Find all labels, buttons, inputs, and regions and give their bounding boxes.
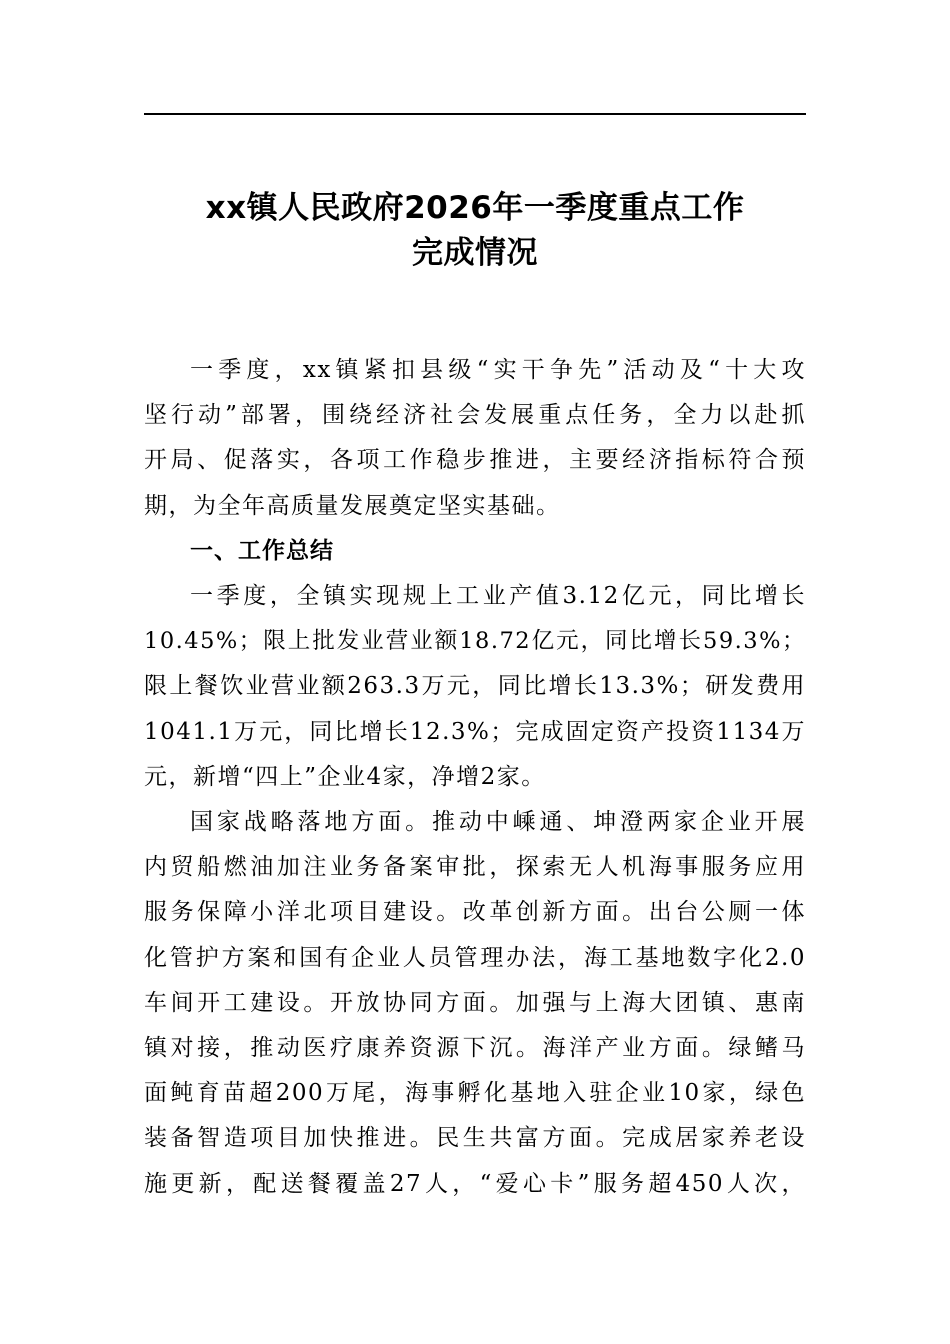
text-line: 坚行动”部署，围绕经济社会发展重点任务，全力以赴抓 bbox=[144, 402, 806, 429]
text-line: 1041.1万元，同比增长12.3%；完成固定资产投资1134万 bbox=[144, 718, 806, 745]
text-line: 一季度，xx镇紧扣县级“实干争先”活动及“十大攻 bbox=[190, 357, 806, 383]
text-line: 限上餐饮业营业额263.3万元，同比增长13.3%；研发费用 bbox=[144, 673, 806, 700]
text-line: 施更新，配送餐覆盖27人，“爱心卡”服务超450人次， bbox=[144, 1170, 806, 1197]
text-line: 元，新增“四上”企业4家，净增2家。 bbox=[144, 763, 546, 790]
text-line: 化管护方案和国有企业人员管理办法，海工基地数字化2.0 bbox=[144, 944, 806, 971]
text-line: 服务保障小洋北项目建设。改革创新方面。出台公厕一体 bbox=[144, 899, 806, 926]
text-line: 10.45%；限上批发业营业额18.72亿元，同比增长59.3%； bbox=[144, 628, 806, 655]
title-line-2: 完成情况 bbox=[412, 235, 538, 271]
text-line: 一季度，全镇实现规上工业产值3.12亿元，同比增长 bbox=[190, 583, 806, 610]
section-heading: 一、工作总结 bbox=[190, 537, 334, 564]
text-line: 开局、促落实，各项工作稳步推进，主要经济指标符合预 bbox=[144, 447, 806, 474]
text-line: 期，为全年高质量发展奠定坚实基础。 bbox=[144, 492, 561, 519]
text-line: 内贸船燃油加注业务备案审批，探索无人机海事服务应用 bbox=[144, 854, 806, 881]
title-line-1: xx镇人民政府2026年一季度重点工作 bbox=[205, 190, 745, 226]
text-line: 镇对接，推动医疗康养资源下沉。海洋产业方面。绿鳍马 bbox=[144, 1035, 806, 1062]
document-body bbox=[144, 348, 806, 1207]
details-paragraph bbox=[144, 800, 806, 1207]
text-line: 面鲀育苗超200万尾，海事孵化基地入驻企业10家，绿色 bbox=[144, 1080, 806, 1107]
summary-paragraph bbox=[144, 574, 806, 800]
document-title bbox=[144, 186, 806, 276]
text-line: 国家战略落地方面。推动中嵊通、坤澄两家企业开展 bbox=[190, 809, 806, 836]
header-rule bbox=[144, 113, 806, 115]
text-line: 车间开工建设。开放协同方面。加强与上海大团镇、惠南 bbox=[144, 989, 806, 1016]
intro-paragraph bbox=[144, 348, 806, 529]
text-line: 装备智造项目加快推进。民生共富方面。完成居家养老设 bbox=[144, 1125, 806, 1152]
